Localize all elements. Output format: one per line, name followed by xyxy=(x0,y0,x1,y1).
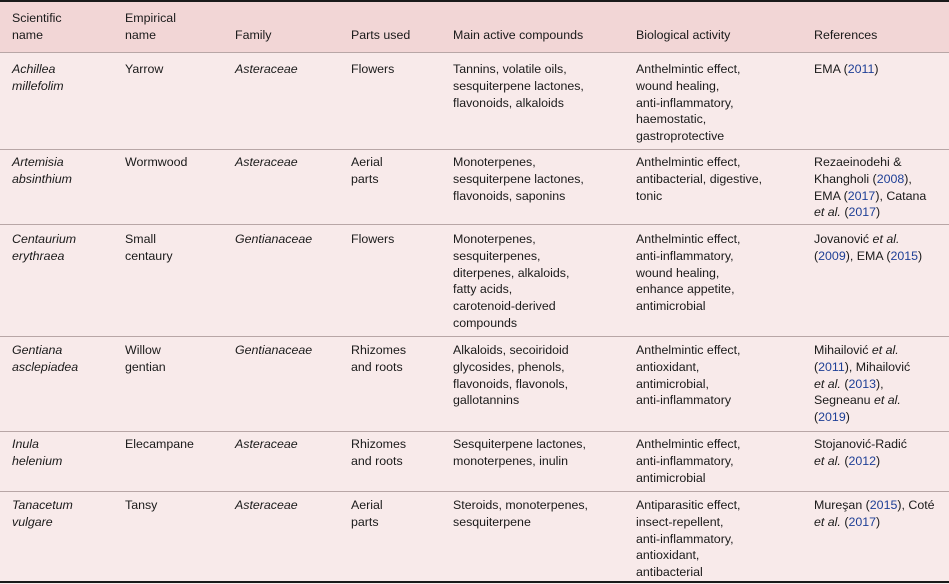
cell-scientific-name: Gentiana asclepiadea xyxy=(12,343,79,374)
cell-empirical-name: Elecampane xyxy=(125,437,194,451)
cell-compounds: Steroids, monoterpenes, sesquiterpene xyxy=(453,498,588,529)
et-al-text: et al. xyxy=(814,376,841,391)
reference-text: Mihailović xyxy=(814,343,872,357)
reference-text: ) xyxy=(876,453,881,468)
reference-year-link[interactable]: 2017 xyxy=(848,514,877,529)
et-al-text: et al. xyxy=(814,514,841,529)
et-al-text: et al. xyxy=(814,205,841,220)
reference-text: Rezaeinodehi & xyxy=(814,155,902,169)
header-scientific-name: Scientific name xyxy=(12,11,62,42)
reference-text: Segneanu xyxy=(814,393,874,408)
header-empirical-name: Empirical name xyxy=(125,11,176,42)
header-parts-used: Parts used xyxy=(351,28,411,42)
reference-text: ), xyxy=(876,376,884,391)
cell-compounds: Monoterpenes, sesquiterpene lactones, flavonoids, saponins xyxy=(453,155,584,203)
reference-text: Khangholi ( xyxy=(814,171,877,186)
cell-parts-used: Aerial parts xyxy=(351,155,383,186)
reference-year-link[interactable]: 2019 xyxy=(818,410,846,425)
reference-year-link[interactable]: 2012 xyxy=(848,453,877,468)
reference-year-link[interactable]: 2015 xyxy=(890,248,919,263)
et-al-text: et al. xyxy=(871,343,899,357)
reference-text: ), Coté xyxy=(897,498,935,512)
et-al-text: et al. xyxy=(872,232,900,246)
row-rule xyxy=(0,149,949,150)
cell-family: Asteraceae xyxy=(235,62,298,76)
cell-activity: Anthelmintic effect, antibacterial, digestive, tonic xyxy=(636,155,763,203)
cell-parts-used: Rhizomes and roots xyxy=(351,343,407,374)
cell-activity: Anthelmintic effect, antioxidant, antimicrobial, anti-inflammatory xyxy=(636,343,741,408)
cell-references xyxy=(814,231,922,265)
cell-scientific-name: Artemisia absinthium xyxy=(12,155,72,186)
reference-text: ( xyxy=(814,248,819,263)
reference-text: EMA ( xyxy=(814,188,848,203)
cell-empirical-name: Tansy xyxy=(125,498,158,512)
cell-compounds: Sesquiterpene lactones, monoterpenes, inulin xyxy=(453,437,586,468)
cell-activity: Antiparasitic effect, insect-repellent, anti-inflammatory, antioxidant, antibacterial xyxy=(636,498,741,580)
cell-family: Gentianaceae xyxy=(235,232,313,246)
cell-family: Asteraceae xyxy=(235,155,298,169)
cell-family: Gentianaceae xyxy=(235,343,313,357)
reference-text: Jovanović xyxy=(814,232,873,246)
cell-compounds: Alkaloids, secoiridoid glycosides, phenols, flavonoids, flavonols, gallotannins xyxy=(453,343,569,408)
cell-references xyxy=(814,61,879,78)
cell-activity: Anthelmintic effect, anti-inflammatory, antimicrobial xyxy=(636,437,741,485)
reference-text: ), EMA ( xyxy=(845,248,891,263)
cell-references xyxy=(814,342,910,426)
cell-activity: Anthelmintic effect, wound healing, anti-inflammatory, haemostatic, gastroprotective xyxy=(636,62,741,144)
bottom-rule xyxy=(0,581,949,583)
cell-empirical-name: Small centaury xyxy=(125,232,173,263)
reference-year-link[interactable]: 2017 xyxy=(847,188,876,203)
row-rule xyxy=(0,491,949,492)
cell-empirical-name: Willow gentian xyxy=(125,343,166,374)
cell-activity: Anthelmintic effect, anti-inflammatory, wound healing, enhance appetite, antimicrobial xyxy=(636,232,741,314)
cell-compounds: Monoterpenes, sesquiterpenes, diterpenes, alkaloids, fatty acids, carotenoid-derived compounds xyxy=(453,232,570,330)
top-rule xyxy=(0,0,949,2)
reference-text: ( xyxy=(814,359,819,374)
row-rule xyxy=(0,336,949,337)
row-rule xyxy=(0,431,949,432)
cell-empirical-name: Wormwood xyxy=(125,155,188,169)
row-rule xyxy=(0,224,949,225)
header-main-active-compounds: Main active compounds xyxy=(453,28,584,42)
reference-text: ) xyxy=(876,514,881,529)
reference-year-link[interactable]: 2008 xyxy=(876,171,905,186)
reference-year-link[interactable]: 2013 xyxy=(848,376,877,391)
reference-text: ) xyxy=(874,62,879,76)
reference-text: ) xyxy=(876,205,881,220)
cell-scientific-name: Achillea millefolim xyxy=(12,62,64,93)
reference-text: ), xyxy=(904,171,912,186)
header-rule xyxy=(0,52,949,53)
reference-text: ( xyxy=(840,453,849,468)
reference-text: ) xyxy=(845,410,850,425)
reference-year-link[interactable]: 2017 xyxy=(848,205,877,220)
cell-scientific-name: Tanacetum vulgare xyxy=(12,498,73,529)
cell-parts-used: Rhizomes and roots xyxy=(351,437,407,468)
cell-references xyxy=(814,497,935,531)
reference-year-link[interactable]: 2009 xyxy=(818,248,846,263)
cell-references xyxy=(814,436,907,470)
cell-parts-used: Aerial parts xyxy=(351,498,383,529)
et-al-text: et al. xyxy=(873,393,901,408)
header-family: Family xyxy=(235,28,272,42)
cell-empirical-name: Yarrow xyxy=(125,62,164,76)
header-references: References xyxy=(814,28,878,42)
reference-year-link[interactable]: 2011 xyxy=(818,359,845,374)
reference-text: Stojanović-Radić xyxy=(814,437,907,451)
reference-text: ( xyxy=(840,205,849,220)
cell-parts-used: Flowers xyxy=(351,62,395,76)
reference-text: ), Catana xyxy=(875,188,927,203)
cell-scientific-name: Inula helenium xyxy=(12,437,63,468)
reference-text: ( xyxy=(814,410,819,425)
reference-year-link[interactable]: 2015 xyxy=(869,498,898,512)
et-al-text: et al. xyxy=(814,453,841,468)
reference-text: Mureşan ( xyxy=(814,498,870,512)
cell-parts-used: Flowers xyxy=(351,232,395,246)
cell-family: Asteraceae xyxy=(235,437,298,451)
cell-scientific-name: Centaurium erythraea xyxy=(12,232,77,263)
cell-compounds: Tannins, volatile oils, sesquiterpene lactones, flavonoids, alkaloids xyxy=(453,62,584,110)
cell-references xyxy=(814,154,926,221)
reference-text: ), Mihailović xyxy=(844,359,911,374)
header-biological-activity: Biological activity xyxy=(636,28,731,42)
reference-text: ) xyxy=(918,248,923,263)
reference-text: EMA ( xyxy=(814,62,848,76)
cell-family: Asteraceae xyxy=(235,498,298,512)
reference-text: ( xyxy=(840,376,849,391)
reference-year-link[interactable]: 2011 xyxy=(847,62,875,76)
reference-text: ( xyxy=(840,514,849,529)
